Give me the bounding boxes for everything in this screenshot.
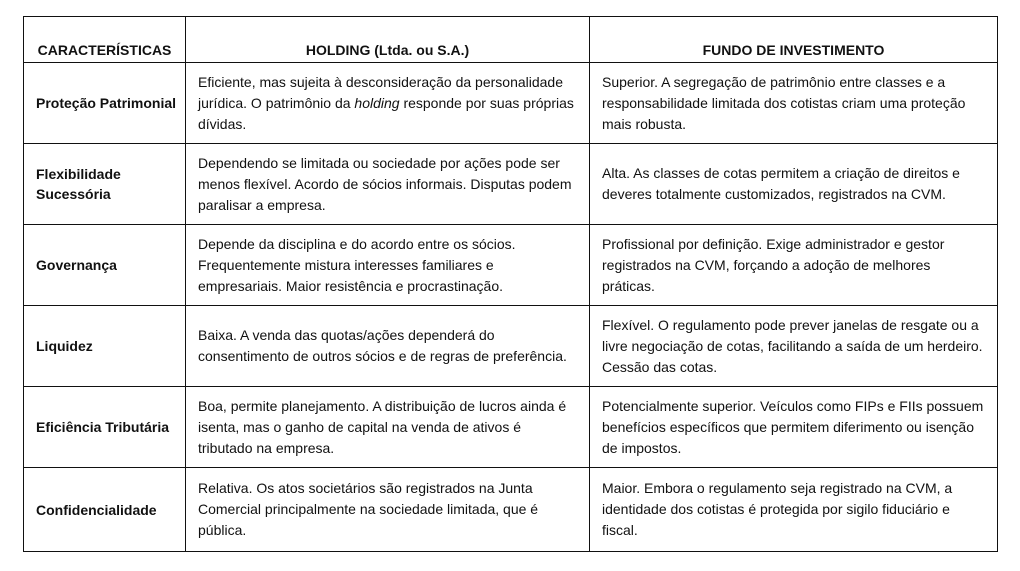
feature-cell: Eficiência Tributária [24, 387, 186, 468]
holding-text: Eficiente, mas sujeita à desconsideração da personalidade jurídica. O patrimônio da [198, 73, 564, 111]
table-row [24, 468, 998, 552]
table-row [24, 63, 998, 144]
holding-cell: Boa, permite planejamento. A distribuição de lucros ainda é isenta, mas o ganho de capital na venda de ativos é tributado na empresa. [186, 387, 590, 468]
feature-cell: Proteção Patrimonial [24, 63, 186, 144]
holding-cell: Baixa. A venda das quotas/ações dependerá do consentimento de outros sócios e de regras de preferência. [186, 306, 590, 387]
header-fundo: FUNDO DE INVESTIMENTO [590, 17, 998, 63]
comparison-table [23, 16, 998, 552]
header-holding: HOLDING (Ltda. ou S.A.) [186, 17, 590, 63]
table-row [24, 387, 998, 468]
holding-text: responde por suas próprias dívidas. [198, 94, 574, 132]
holding-cell: Dependendo se limitada ou sociedade por ações pode ser menos flexível. Acordo de sócios informais. Disputas podem paralisar a empresa. [186, 144, 590, 225]
header-row [24, 17, 998, 63]
fundo-cell: Flexível. O regulamento pode prever janelas de resgate ou a livre negociação de cotas, facilitando a saída de um herdeiro. Cessão das cotas. [590, 306, 998, 387]
fundo-cell: Maior. Embora o regulamento seja registrado na CVM, a identidade dos cotistas é protegida por sigilo fiduciário e fiscal. [590, 468, 998, 552]
fundo-cell: Alta. As classes de cotas permitem a criação de direitos e deveres totalmente customizados, registrados na CVM. [590, 144, 998, 225]
holding-cell [186, 63, 590, 144]
table-row [24, 225, 998, 306]
table-row [24, 306, 998, 387]
feature-cell: Flexibilidade Sucessória [24, 144, 186, 225]
fundo-cell: Superior. A segregação de patrimônio entre classes e a responsabilidade limitada dos cotistas criam uma proteção mais robusta. [590, 63, 998, 144]
feature-cell: Liquidez [24, 306, 186, 387]
holding-cell: Relativa. Os atos societários são registrados na Junta Comercial principalmente na sociedade limitada, que é pública. [186, 468, 590, 552]
fundo-cell: Potencialmente superior. Veículos como FIPs e FIIs possuem benefícios específicos que permitem diferimento ou isenção de impostos. [590, 387, 998, 468]
header-caracteristicas: CARACTERÍSTICAS [24, 17, 186, 63]
holding-italic-term: holding [354, 94, 400, 111]
holding-cell: Depende da disciplina e do acordo entre os sócios. Frequentemente mistura interesses familiares e empresariais. Maior resistência e procrastinação. [186, 225, 590, 306]
fundo-cell: Profissional por definição. Exige administrador e gestor registrados na CVM, forçando a adoção de melhores práticas. [590, 225, 998, 306]
table-row [24, 144, 998, 225]
feature-cell: Confidencialidade [24, 468, 186, 552]
feature-cell: Governança [24, 225, 186, 306]
